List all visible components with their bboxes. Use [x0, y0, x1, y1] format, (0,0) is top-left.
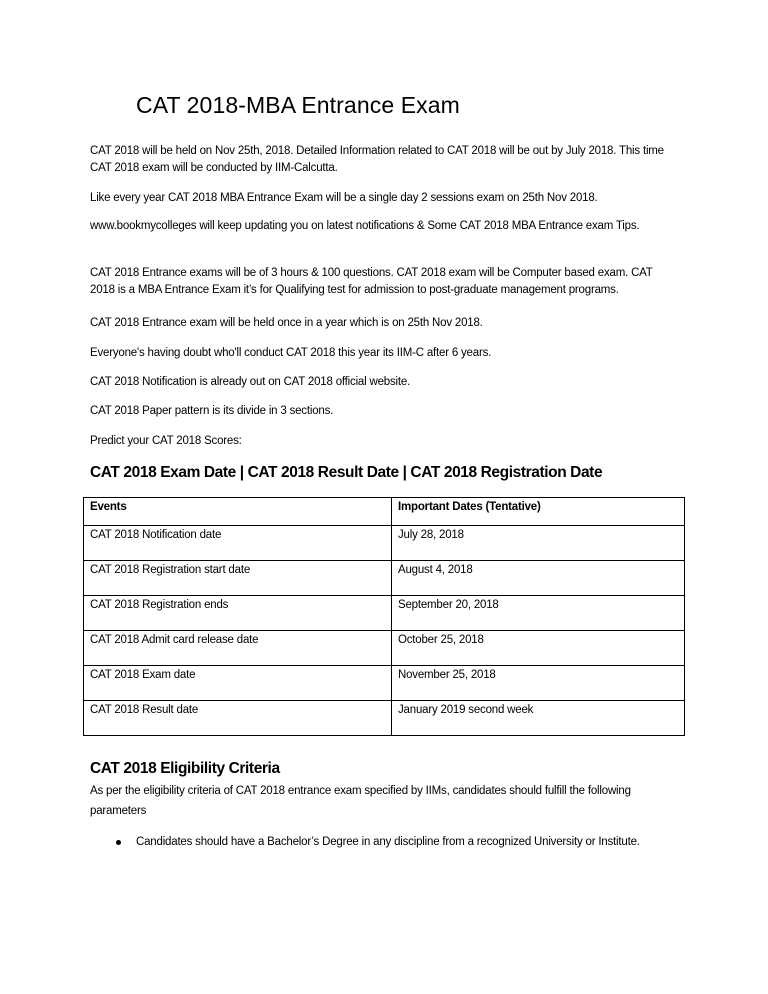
- table-row: [84, 526, 685, 561]
- eligibility-bullet-text: Candidates should have a Bachelor’s Degree in any discipline from a recognized University or Institute.: [136, 836, 640, 848]
- date-cell: September 20, 2018: [392, 596, 685, 631]
- paragraph-notification: CAT 2018 Notification is already out on CAT 2018 official website.: [90, 376, 411, 388]
- bullet-icon: [116, 840, 121, 845]
- event-cell: CAT 2018 Registration ends: [84, 596, 392, 631]
- eligibility-intro: As per the eligibility criteria of CAT 2018 entrance exam specified by IIMs, candidates should fulfill the following parameters: [90, 785, 631, 817]
- date-cell: July 28, 2018: [392, 526, 685, 561]
- paragraph-single-day: Like every year CAT 2018 MBA Entrance Exam will be a single day 2 sessions exam on 25th Nov 2018.: [90, 192, 598, 204]
- event-cell: CAT 2018 Admit card release date: [84, 631, 392, 666]
- important-dates-table: [83, 497, 685, 736]
- paragraph-updates: www.bookmycolleges will keep updating you on latest notifications & Some CAT 2018 MBA Entrance exam Tips.: [90, 220, 640, 232]
- date-cell: January 2019 second week: [392, 701, 685, 736]
- date-cell: August 4, 2018: [392, 561, 685, 596]
- column-header-events: Events: [84, 498, 392, 526]
- table-row: [84, 561, 685, 596]
- table-row: [84, 631, 685, 666]
- event-cell: CAT 2018 Registration start date: [84, 561, 392, 596]
- date-cell: November 25, 2018: [392, 666, 685, 701]
- date-cell: October 25, 2018: [392, 631, 685, 666]
- eligibility-heading: CAT 2018 Eligibility Criteria: [90, 760, 280, 777]
- page-title: CAT 2018-MBA Entrance Exam: [136, 92, 460, 118]
- paragraph-exam-once: CAT 2018 Entrance exam will be held once in a year which is on 25th Nov 2018.: [90, 317, 483, 329]
- table-header-row: [84, 498, 685, 526]
- column-header-dates: Important Dates (Tentative): [392, 498, 685, 526]
- paragraph-predict-scores: Predict your CAT 2018 Scores:: [90, 435, 242, 447]
- list-item: [116, 834, 676, 851]
- paragraph-exam-format: CAT 2018 Entrance exams will be of 3 hours & 100 questions. CAT 2018 exam will be Computer based exam. CAT 2018 is a MBA Entrance Exam it’s for Qualifying test for admission to post-graduate management programs.: [90, 267, 653, 296]
- table-row: [84, 701, 685, 736]
- event-cell: CAT 2018 Exam date: [84, 666, 392, 701]
- dates-section-heading: CAT 2018 Exam Date | CAT 2018 Result Date | CAT 2018 Registration Date: [90, 464, 603, 481]
- event-cell: CAT 2018 Notification date: [84, 526, 392, 561]
- table-row: [84, 666, 685, 701]
- event-cell: CAT 2018 Result date: [84, 701, 392, 736]
- paragraph-paper-pattern: CAT 2018 Paper pattern is its divide in 3 sections.: [90, 405, 334, 417]
- intro-paragraph: CAT 2018 will be held on Nov 25th, 2018. Detailed Information related to CAT 2018 will be out by July 2018. This time CAT 2018 exam will be conducted by IIM-Calcutta.: [90, 145, 664, 174]
- table-row: [84, 596, 685, 631]
- paragraph-conductor: Everyone's having doubt who'll conduct CAT 2018 this year its IIM-C after 6 years.: [90, 347, 492, 359]
